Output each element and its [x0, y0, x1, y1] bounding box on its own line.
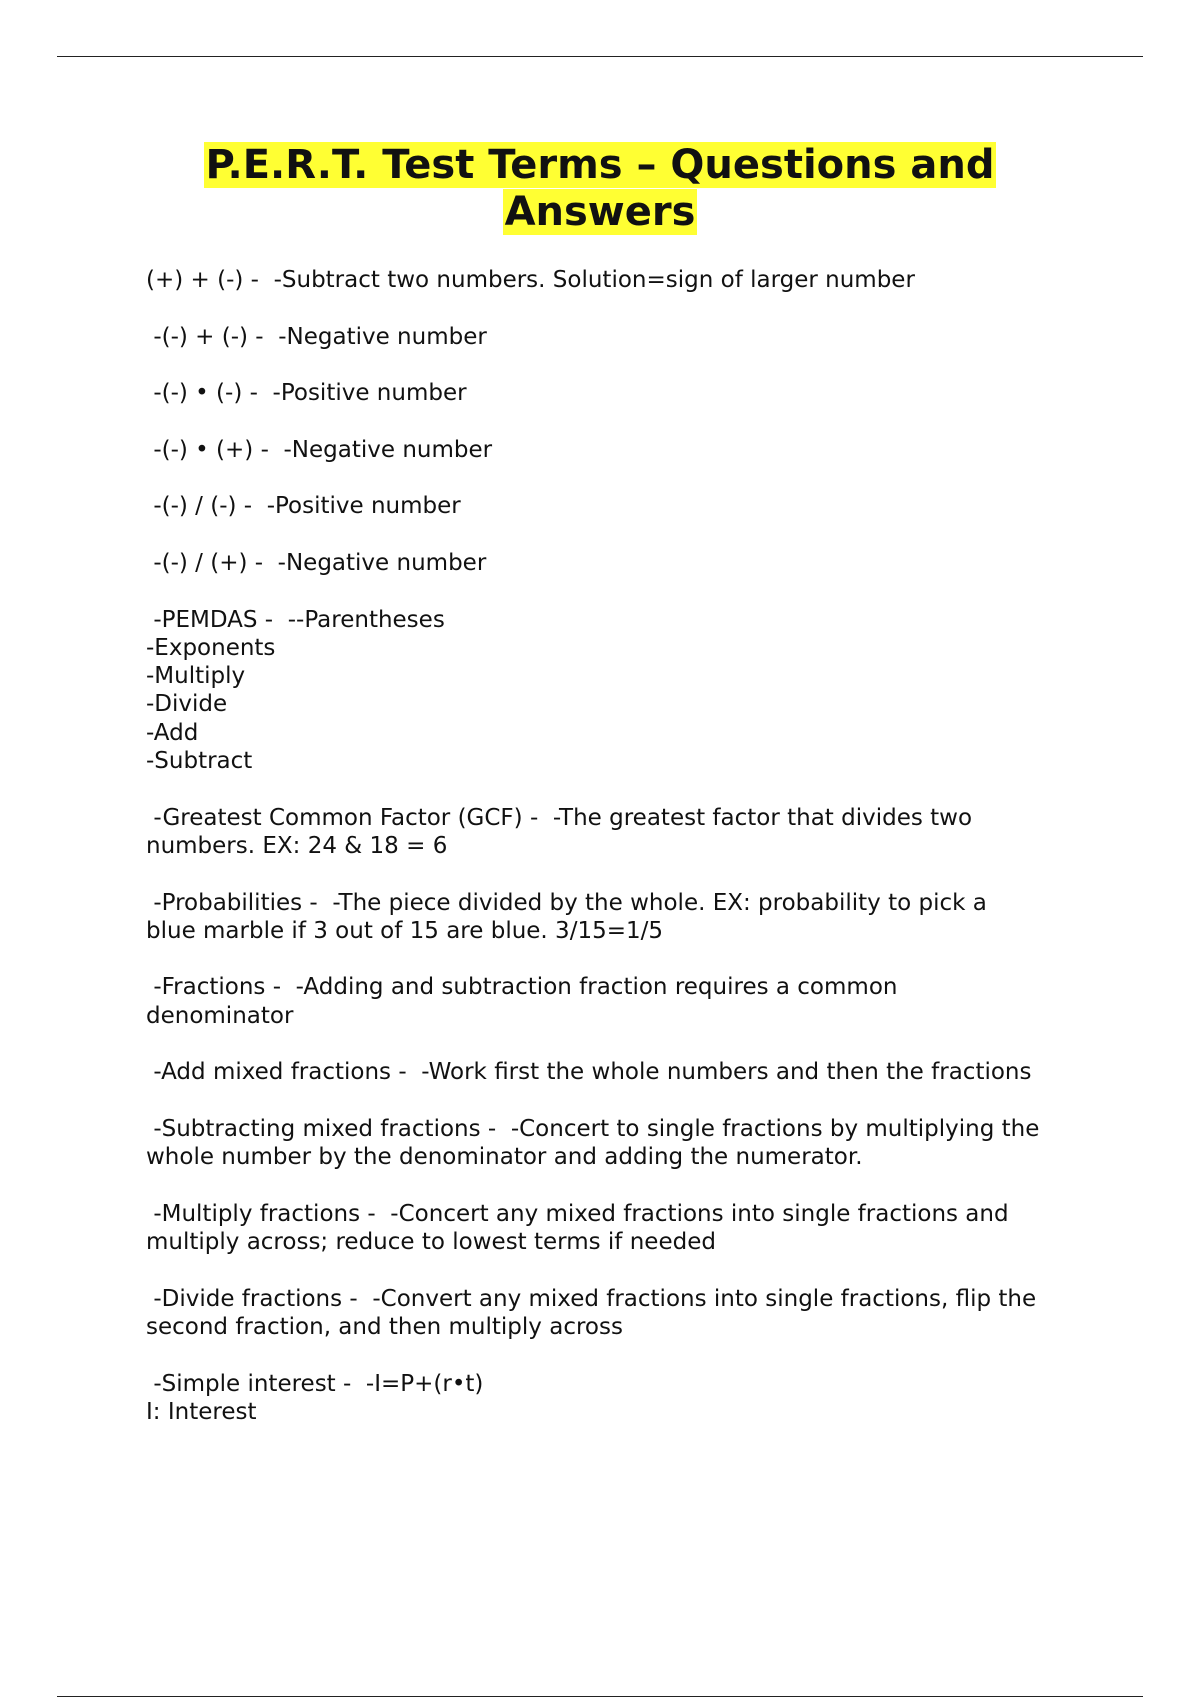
term-entry-line: numbers. EX: 24 & 18 = 6	[146, 832, 448, 859]
term-entry-line: -Multiply fractions - -Concert any mixed fractions into single fractions and	[146, 1200, 1009, 1227]
term-entry-line: blue marble if 3 out of 15 are blue. 3/15=1/5	[146, 917, 663, 944]
term-entry-line: -Probabilities - -The piece divided by the whole. EX: probability to pick a	[146, 889, 987, 916]
term-entry	[146, 1285, 1096, 1342]
term-entry-line: -Divide	[146, 691, 228, 718]
term-entry-line: -Greatest Common Factor (GCF) - -The greatest factor that divides two	[146, 804, 973, 831]
term-entry	[146, 549, 1096, 577]
term-entry	[146, 804, 1096, 861]
term-entry-line: multiply across; reduce to lowest terms if needed	[146, 1229, 716, 1256]
term-entry-line: -Subtract	[146, 748, 253, 775]
term-entry-line: -(-) + (-) - -Negative number	[146, 323, 487, 350]
title-line-1: P.E.R.T. Test Terms – Questions and	[205, 142, 995, 188]
term-entry-line: -Subtracting mixed fractions - -Concert to single fractions by multiplying the	[146, 1115, 1040, 1142]
document-body	[146, 266, 1096, 1454]
term-entry-line: whole number by the denominator and adding the numerator.	[146, 1144, 863, 1171]
term-entry-line: -Multiply	[146, 663, 246, 690]
term-entry	[146, 1115, 1096, 1172]
header-rule	[57, 56, 1143, 57]
term-entry-line: -Exponents	[146, 634, 276, 661]
term-entry-line: -Simple interest - -I=P+(r•t)	[146, 1370, 484, 1397]
term-entry	[146, 379, 1096, 407]
term-entry-line: I: Interest	[146, 1398, 257, 1425]
term-entry-line: -PEMDAS - --Parentheses	[146, 606, 445, 633]
term-entry-line: -Add mixed fractions - -Work first the whole numbers and then the fractions	[146, 1059, 1032, 1086]
term-entry	[146, 1370, 1096, 1427]
term-entry	[146, 889, 1096, 946]
term-entry	[146, 492, 1096, 520]
term-entry-line: denominator	[146, 1002, 294, 1029]
term-entry-line: -(-) • (+) - -Negative number	[146, 436, 493, 463]
term-entry	[146, 1200, 1096, 1257]
footer-rule	[57, 1696, 1143, 1697]
term-entry-line: -(-) / (-) - -Positive number	[146, 493, 461, 520]
term-entry	[146, 606, 1096, 776]
term-entry-line: -(-) / (+) - -Negative number	[146, 549, 487, 576]
term-entry-line: second fraction, and then multiply across	[146, 1313, 623, 1340]
term-entry-line: -Add	[146, 719, 199, 746]
document-title	[100, 142, 1100, 236]
term-entry	[146, 323, 1096, 351]
term-entry	[146, 1058, 1096, 1086]
term-entry-line: (+) + (-) - -Subtract two numbers. Solution=sign of larger number	[146, 267, 915, 293]
term-entry	[146, 436, 1096, 464]
title-line-2: Answers	[504, 189, 696, 235]
term-entry	[146, 973, 1096, 1030]
term-entry-line: -Fractions - -Adding and subtraction fraction requires a common	[146, 974, 898, 1001]
term-entry-line: -Divide fractions - -Convert any mixed fractions into single fractions, flip the	[146, 1285, 1037, 1312]
term-entry	[146, 266, 1096, 294]
term-entry-line: -(-) • (-) - -Positive number	[146, 380, 467, 407]
